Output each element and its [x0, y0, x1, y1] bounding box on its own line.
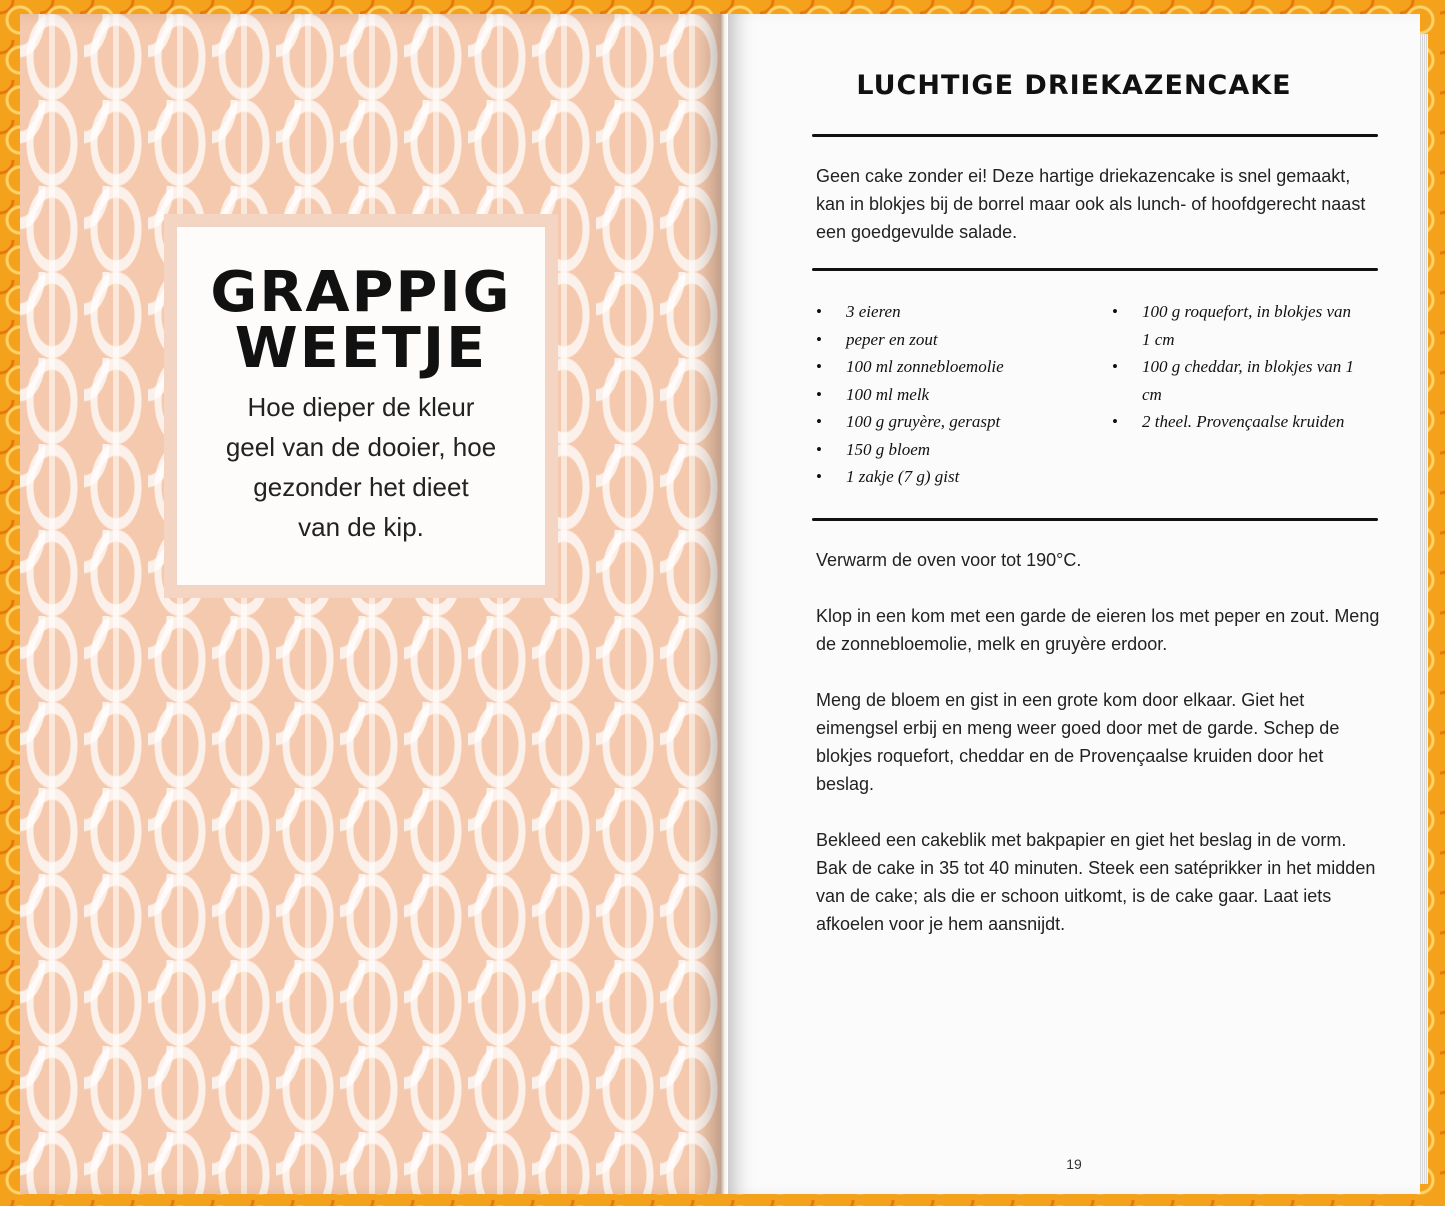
method-step: Meng de bloem en gist in een grote kom door elkaar. Giet het eimengsel erbij en meng weer goed door met de garde. Schep de blokjes roquefort, cheddar en de Provençaalse kruiden door het beslag. [816, 690, 1340, 794]
open-book [20, 14, 1428, 1194]
ingredients-column-1 [814, 298, 1110, 491]
book-gutter [720, 14, 728, 1194]
ingredient-item: • 1 zakje (7 g) gist [814, 463, 1110, 491]
recipe-method [816, 546, 1380, 966]
ingredient-item: • 100 g gruyère, geraspt [814, 408, 1110, 436]
divider-rule [812, 268, 1378, 271]
method-step: Klop in een kom met een garde de eieren los met peper en zout. Meng de zonnebloemolie, melk en gruyère erdoor. [816, 606, 1380, 654]
ingredient-item: • 3 eieren [814, 298, 1110, 326]
fun-fact-inner [176, 226, 546, 586]
fun-fact-line: geel van de dooier, hoe [225, 432, 497, 462]
method-step: Bekleed een cakeblik met bakpapier en giet het beslag in de vorm. Bak de cake in 35 tot 40 minuten. Steek een satéprikker in het midden van de cake; als die er schoon uitkomt, is de cake gaar. Laat iets afkoelen voor je hem aansnijdt. [816, 830, 1376, 934]
fun-fact-title-line2: WEETJE [234, 316, 488, 381]
fun-fact-line: Hoe dieper de kleur [247, 392, 475, 422]
right-page [728, 14, 1420, 1194]
ingredient-item: • peper en zout [814, 326, 1110, 354]
ingredient-item: • 150 g bloem [814, 436, 1110, 464]
fun-fact-text [177, 387, 545, 547]
fun-fact-line: van de kip. [298, 512, 424, 542]
ingredient-item: • 100 g cheddar, in blokjes van 1 cm [1110, 353, 1360, 408]
ingredient-item: • 100 ml melk [814, 381, 1110, 409]
divider-rule [812, 518, 1378, 521]
recipe-title: LUCHTIGE DRIEKAZENCAKE [856, 70, 1292, 101]
page-edge [1420, 34, 1428, 1184]
method-step: Verwarm de oven voor tot 190°C. [816, 550, 1082, 570]
ingredient-item: • 2 theel. Provençaalse kruiden [1110, 408, 1360, 436]
fun-fact-box [164, 214, 558, 598]
fun-fact-title-line1: GRAPPIG [210, 260, 512, 325]
page-number: 19 [1066, 1156, 1082, 1172]
recipe-intro: Geen cake zonder ei! Deze hartige driekazencake is snel gemaakt, kan in blokjes bij de borrel maar ook als lunch- of hoofdgerecht naast een goedgevulde salade. [816, 166, 1366, 242]
left-page [20, 14, 720, 1194]
divider-rule [812, 134, 1378, 137]
ingredients-list [814, 298, 1378, 491]
ingredient-item: • 100 ml zonnebloemolie [814, 353, 1110, 381]
ingredient-item: • 100 g roquefort, in blokjes van 1 cm [1110, 298, 1360, 353]
ingredients-column-2 [1110, 298, 1360, 491]
fun-fact-line: gezonder het dieet [253, 472, 469, 502]
